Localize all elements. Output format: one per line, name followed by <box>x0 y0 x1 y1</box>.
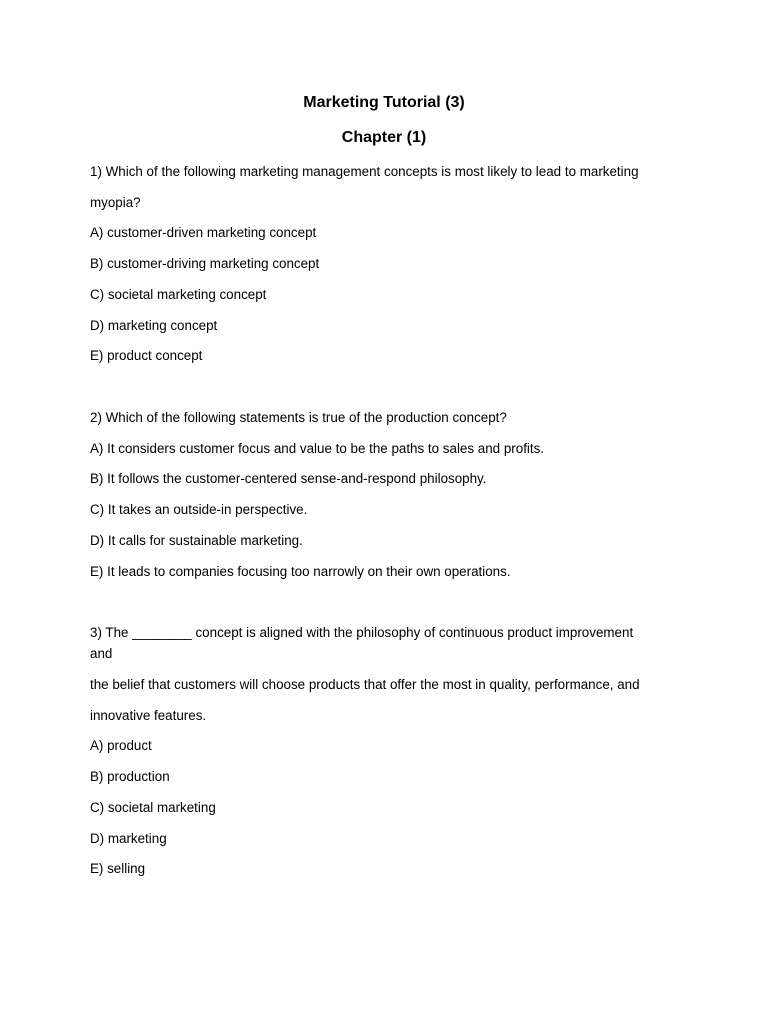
question-1-option-a: A) customer-driven marketing concept <box>90 225 317 240</box>
question-2-stem-line-1: 2) Which of the following statements is true of the production concept? <box>90 410 507 425</box>
question-3-option-c: C) societal marketing <box>90 800 216 815</box>
question-1-option-c: C) societal marketing concept <box>90 287 267 302</box>
document-title: Marketing Tutorial (3) <box>303 94 465 111</box>
question-3-option-a: A) product <box>90 738 152 753</box>
question-1-stem-line-1: 1) Which of the following marketing management concepts is most likely to lead to marketing <box>90 164 639 179</box>
question-3-option-d: D) marketing <box>90 831 167 846</box>
question-2-option-c: C) It takes an outside-in perspective. <box>90 502 308 517</box>
question-1-stem-line-2: myopia? <box>90 195 141 210</box>
question-1-option-e: E) product concept <box>90 348 203 363</box>
question-2-option-a: A) It considers customer focus and value to be the paths to sales and profits. <box>90 441 545 456</box>
question-3-stem-line-2: and <box>90 646 113 661</box>
question-2-option-e: E) It leads to companies focusing too narrowly on their own operations. <box>90 564 511 579</box>
chapter-heading: Chapter (1) <box>341 129 427 146</box>
question-1-option-b: B) customer-driving marketing concept <box>90 256 320 271</box>
question-1-option-d: D) marketing concept <box>90 318 218 333</box>
question-2-option-d: D) It calls for sustainable marketing. <box>90 533 303 548</box>
question-3-option-b: B) production <box>90 769 170 784</box>
question-3-stem-line-4: innovative features. <box>90 708 207 723</box>
question-3-stem-line-1: 3) The ________ concept is aligned with the philosophy of continuous product improvement <box>90 625 634 640</box>
question-3-stem-line-3: the belief that customers will choose products that offer the most in quality, performance, and <box>90 677 640 692</box>
question-3-option-e: E) selling <box>90 861 146 876</box>
question-2-option-b: B) It follows the customer-centered sense-and-respond philosophy. <box>90 471 487 486</box>
